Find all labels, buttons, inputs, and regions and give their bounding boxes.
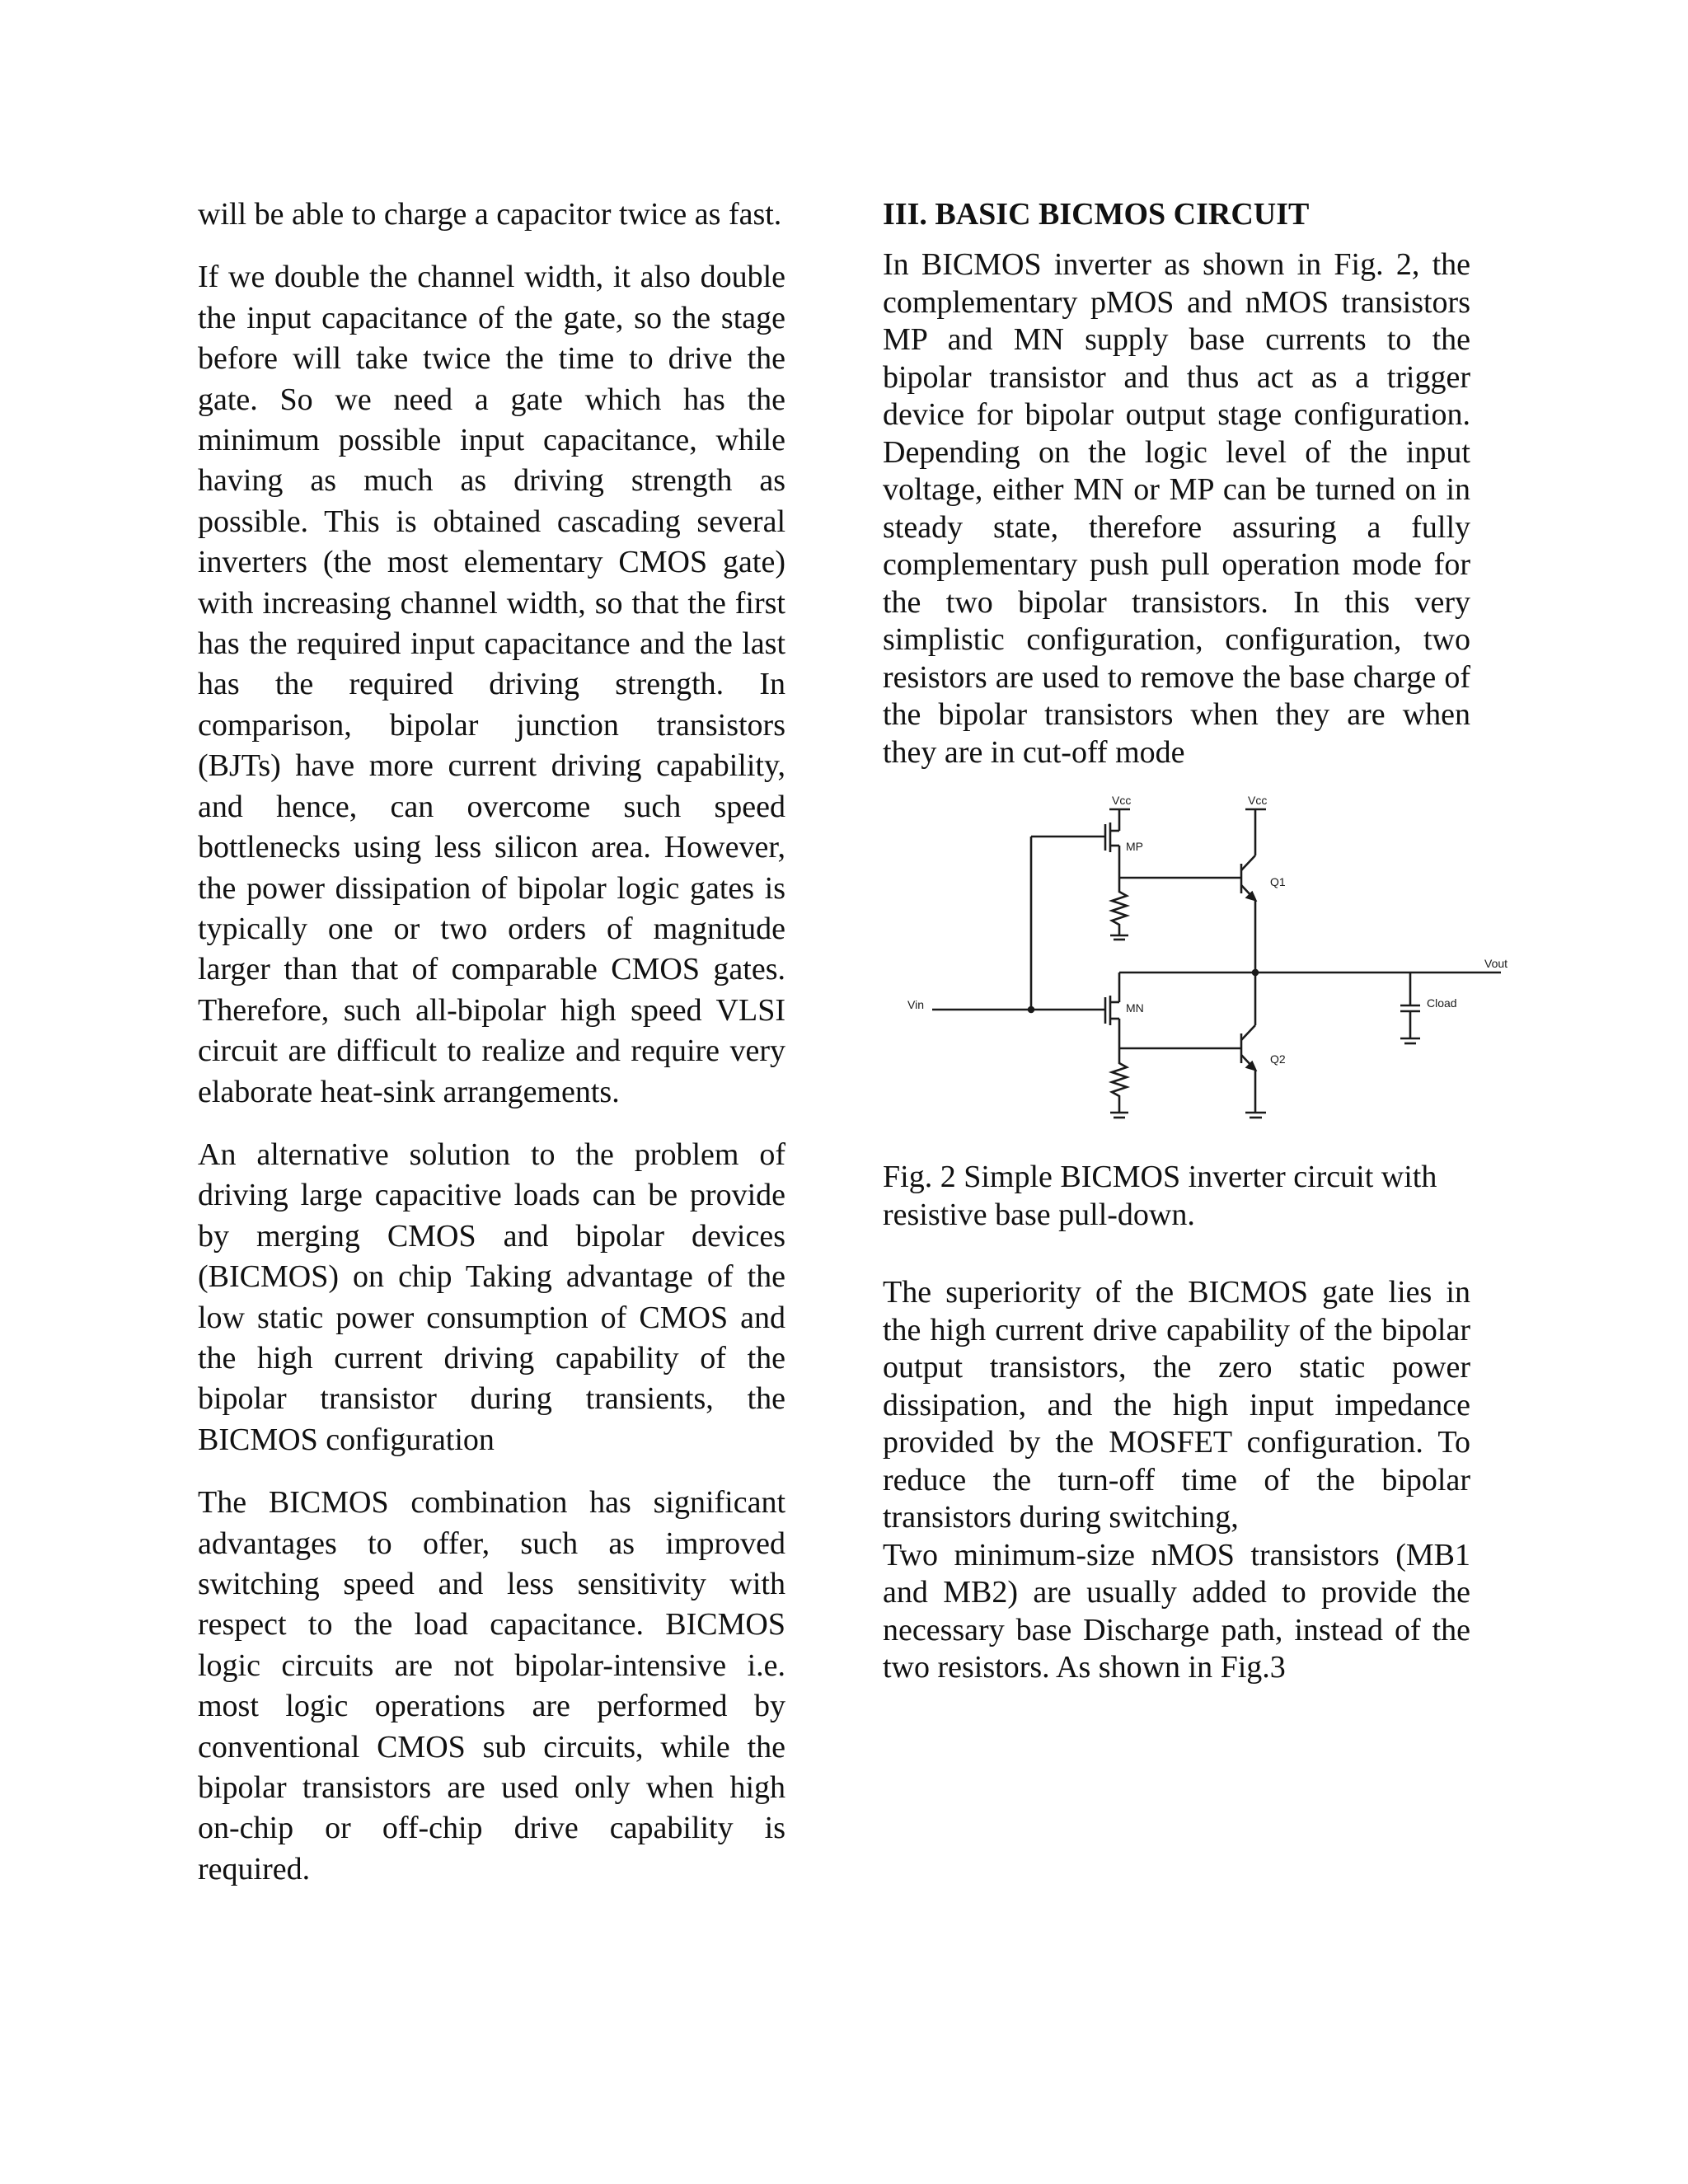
paragraph-3: An alternative solution to the problem of driving large capacitive loads can be provide by merging CMOS and bipolar devices (BICMOS) on chip Taking advantage of the low static power consumption of CMOS and the high current driving capability of the bipolar transistor during transients, the BICMOS configuration — [198, 1137, 785, 1457]
figure-caption: Fig. 2 Simple BICMOS inverter circuit with resistive base pull-down. — [883, 1160, 1437, 1232]
paragraph-5: In BICMOS inverter as shown in Fig. 2, the complementary pMOS and nMOS transistors MP and MN supply base currents to the bipolar transistor and thus act as a trigger device for bipolar output stage configuration. Depending on the logic level of the input voltage, either MN or MP can be turned on in steady state, therefore assuring a fully complementary push pull operation mode for the two bipolar transistors. In this very simplistic configuration, configuration, two resistors are used to remove the base charge of the bipolar transistors when they are when they are in cut-off mode — [883, 247, 1470, 770]
section-heading: III. BASIC BICMOS CIRCUIT — [883, 197, 1310, 232]
paragraph-7: Two minimum-size nMOS transistors (MB1 and MB2) are usually added to provide the necessary base Discharge path, instead of the two resistors. As shown in Fig.3 — [883, 1537, 1470, 1685]
resistor-2 — [1112, 1057, 1127, 1113]
bicmos-inverter-figure — [883, 791, 1526, 1146]
right-column — [883, 194, 1508, 1687]
label-mp: MP — [1126, 840, 1143, 853]
paragraph-1: will be able to charge a capacitor twice as fast. — [198, 197, 782, 232]
label-vout: Vout — [1484, 957, 1508, 970]
paragraph-2: If we double the channel width, it also double the input capacitance of the gate, so the stage before will take twice the time to drive the gate. So we need a gate which has the minimum possible input capacitance, while having as much as driving strength as possible. This is obtained cascading several inverters (the most elementary CMOS gate) with increasing channel width, so that the first has the required input capacitance and the last has the required driving strength. In comparison, bipolar junction transistors (BJTs) have more current driving capability, and hence, can overcome such speed bottlenecks using less silicon area. However, the power dissipation of bipolar logic gates is typically one or two orders of magnitude larger than that of comparable CMOS gates. Therefore, such all-bipolar high speed VLSI circuit are difficult to realize and require very elaborate heat-sink arrangements. — [198, 260, 785, 1109]
paragraph-6: The superiority of the BICMOS gate lies in the high current drive capability of the bipolar output transistors, the zero static power dissipation, and the high input impedance provided by the MOSFET configuration. To reduce the turn-off time of the bipolar transistors during switching, — [883, 1275, 1470, 1535]
label-vin: Vin — [907, 998, 924, 1011]
left-column — [198, 194, 785, 1890]
label-vcc1: Vcc — [1112, 794, 1132, 807]
paragraph-4: The BICMOS combination has significant advantages to offer, such as improved switching speed and less sensitivity with respect to the load capacitance. BICMOS logic circuits are not bipolar-intensive i.e. most logic operations are performed by conventional CMOS sub circuits, while the bipolar transistors are used only when high on-chip or off-chip drive capability is required. — [198, 1485, 785, 1886]
label-mn: MN — [1126, 1001, 1144, 1015]
label-q1: Q1 — [1270, 875, 1286, 888]
label-cload: Cload — [1427, 996, 1457, 1010]
label-q2: Q2 — [1270, 1052, 1286, 1066]
resistor-1 — [1112, 886, 1127, 935]
label-vcc2: Vcc — [1248, 794, 1268, 807]
